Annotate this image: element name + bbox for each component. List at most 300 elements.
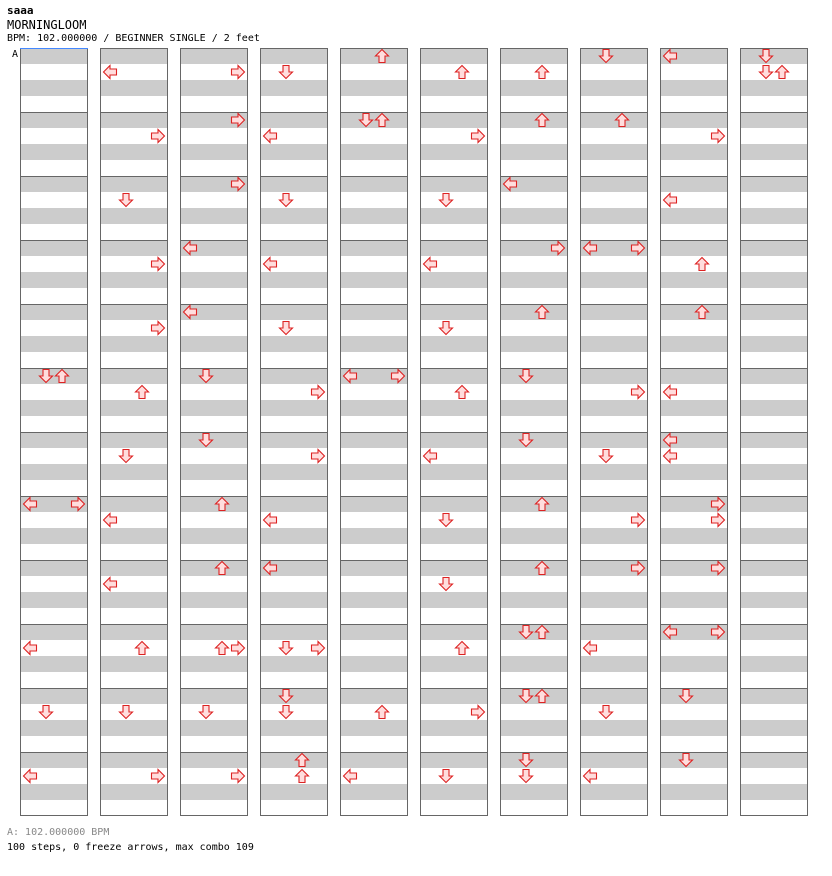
beat-stripe bbox=[100, 48, 168, 64]
left-arrow-icon bbox=[664, 194, 677, 207]
beat-stripe bbox=[100, 304, 168, 320]
beat-stripe bbox=[420, 144, 488, 160]
right-arrow-icon bbox=[152, 770, 165, 783]
beat-stripe bbox=[580, 80, 648, 96]
beat-stripe bbox=[420, 432, 488, 448]
left-arrow-icon bbox=[424, 450, 437, 463]
beat-stripe bbox=[20, 400, 88, 416]
beat-stripe bbox=[340, 112, 408, 128]
left-arrow-icon bbox=[424, 258, 437, 271]
beat-stripe bbox=[100, 656, 168, 672]
beat-stripe bbox=[580, 592, 648, 608]
beat-stripe bbox=[100, 176, 168, 192]
down-arrow-icon bbox=[760, 50, 773, 63]
column-border bbox=[741, 49, 808, 816]
beat-stripe bbox=[500, 400, 568, 416]
beat-stripe bbox=[100, 208, 168, 224]
column-border bbox=[181, 49, 248, 816]
beat-stripe bbox=[580, 688, 648, 704]
beat-stripe bbox=[100, 144, 168, 160]
beat-stripe bbox=[420, 496, 488, 512]
beat-stripe bbox=[660, 176, 728, 192]
column-border bbox=[261, 49, 328, 816]
beat-stripe bbox=[420, 688, 488, 704]
right-arrow-icon bbox=[232, 770, 245, 783]
beat-stripe bbox=[580, 464, 648, 480]
beat-stripe bbox=[260, 272, 328, 288]
beat-stripe bbox=[260, 336, 328, 352]
beat-stripe bbox=[20, 560, 88, 576]
column-background bbox=[180, 48, 248, 816]
beat-stripe bbox=[260, 656, 328, 672]
right-arrow-icon bbox=[232, 178, 245, 191]
beat-stripe bbox=[580, 176, 648, 192]
up-arrow-icon bbox=[696, 306, 709, 319]
beat-stripe bbox=[180, 624, 248, 640]
chart-column-8 bbox=[580, 48, 648, 816]
up-arrow-icon bbox=[536, 690, 549, 703]
down-arrow-icon bbox=[520, 626, 533, 639]
bpm-change-label: A bbox=[12, 49, 19, 60]
right-arrow-icon bbox=[712, 514, 725, 527]
beat-stripe bbox=[500, 688, 568, 704]
beat-stripe bbox=[580, 272, 648, 288]
beat-stripe bbox=[20, 368, 88, 384]
down-arrow-icon bbox=[280, 690, 293, 703]
step-stats: 100 steps, 0 freeze arrows, max combo 109 bbox=[7, 842, 254, 853]
beat-stripe bbox=[580, 240, 648, 256]
beat-stripe bbox=[580, 368, 648, 384]
beat-stripe bbox=[660, 368, 728, 384]
column-border bbox=[101, 49, 168, 816]
beat-stripe bbox=[420, 528, 488, 544]
beat-stripe bbox=[260, 592, 328, 608]
beat-stripe bbox=[20, 208, 88, 224]
beat-stripe bbox=[660, 560, 728, 576]
beat-stripe bbox=[420, 336, 488, 352]
left-arrow-icon bbox=[584, 242, 597, 255]
column-background bbox=[260, 48, 328, 816]
beat-stripe bbox=[260, 528, 328, 544]
right-arrow-icon bbox=[232, 114, 245, 127]
beat-stripe bbox=[740, 432, 808, 448]
beat-stripe bbox=[340, 400, 408, 416]
right-arrow-icon bbox=[152, 130, 165, 143]
song-id: saaa bbox=[7, 4, 34, 17]
beat-stripe bbox=[180, 304, 248, 320]
chart-column-6 bbox=[420, 48, 488, 816]
chart-header bbox=[7, 4, 260, 45]
beat-stripe bbox=[420, 400, 488, 416]
beat-stripe bbox=[740, 176, 808, 192]
beat-stripe bbox=[420, 48, 488, 64]
beat-stripe bbox=[500, 528, 568, 544]
beat-stripe bbox=[100, 336, 168, 352]
beat-stripe bbox=[500, 48, 568, 64]
beat-stripe bbox=[180, 48, 248, 64]
beat-stripe bbox=[180, 496, 248, 512]
up-arrow-icon bbox=[536, 306, 549, 319]
beat-stripe bbox=[420, 368, 488, 384]
beat-stripe bbox=[660, 592, 728, 608]
chart-column-7 bbox=[500, 48, 568, 816]
beat-stripe bbox=[20, 464, 88, 480]
down-arrow-icon bbox=[520, 690, 533, 703]
down-arrow-icon bbox=[200, 370, 213, 383]
up-arrow-icon bbox=[776, 66, 789, 79]
left-arrow-icon bbox=[664, 450, 677, 463]
beat-stripe bbox=[340, 752, 408, 768]
column-background bbox=[500, 48, 568, 816]
beat-stripe bbox=[500, 144, 568, 160]
beat-stripe bbox=[420, 112, 488, 128]
beat-stripe bbox=[660, 528, 728, 544]
beat-stripe bbox=[580, 208, 648, 224]
beat-stripe bbox=[660, 208, 728, 224]
column-background bbox=[420, 48, 488, 816]
column-background bbox=[20, 48, 88, 816]
beat-stripe bbox=[180, 432, 248, 448]
beat-stripe bbox=[340, 496, 408, 512]
beat-stripe bbox=[100, 720, 168, 736]
beat-stripe bbox=[20, 112, 88, 128]
beat-stripe bbox=[340, 592, 408, 608]
down-arrow-icon bbox=[200, 706, 213, 719]
beat-stripe bbox=[100, 496, 168, 512]
beat-stripe bbox=[180, 752, 248, 768]
down-arrow-icon bbox=[280, 642, 293, 655]
beat-stripe bbox=[340, 240, 408, 256]
beat-stripe bbox=[740, 624, 808, 640]
beat-stripe bbox=[500, 496, 568, 512]
beat-stripe bbox=[100, 784, 168, 800]
beat-stripe bbox=[20, 432, 88, 448]
down-arrow-icon bbox=[280, 66, 293, 79]
beat-stripe bbox=[20, 272, 88, 288]
beat-stripe bbox=[660, 720, 728, 736]
beat-stripe bbox=[740, 688, 808, 704]
up-arrow-icon bbox=[376, 706, 389, 719]
beat-stripe bbox=[740, 144, 808, 160]
beat-stripe bbox=[660, 496, 728, 512]
beat-stripe bbox=[660, 304, 728, 320]
beat-stripe bbox=[500, 656, 568, 672]
beat-stripe bbox=[20, 592, 88, 608]
beat-stripe bbox=[180, 80, 248, 96]
beat-stripe bbox=[580, 400, 648, 416]
beat-stripe bbox=[100, 432, 168, 448]
beat-stripe bbox=[260, 720, 328, 736]
left-arrow-icon bbox=[344, 770, 357, 783]
left-arrow-icon bbox=[664, 50, 677, 63]
beat-stripe bbox=[20, 624, 88, 640]
column-background bbox=[340, 48, 408, 816]
beat-stripe bbox=[100, 368, 168, 384]
beat-stripe bbox=[340, 208, 408, 224]
down-arrow-icon bbox=[40, 706, 53, 719]
down-arrow-icon bbox=[600, 706, 613, 719]
beat-stripe bbox=[20, 144, 88, 160]
right-arrow-icon bbox=[632, 562, 645, 575]
beat-stripe bbox=[660, 112, 728, 128]
left-arrow-icon bbox=[24, 498, 37, 511]
beat-stripe bbox=[100, 464, 168, 480]
beat-stripe bbox=[500, 784, 568, 800]
beat-stripe bbox=[580, 336, 648, 352]
beat-stripe bbox=[260, 464, 328, 480]
beat-stripe bbox=[500, 272, 568, 288]
up-arrow-icon bbox=[296, 754, 309, 767]
down-arrow-icon bbox=[520, 370, 533, 383]
down-arrow-icon bbox=[440, 514, 453, 527]
up-arrow-icon bbox=[536, 626, 549, 639]
right-arrow-icon bbox=[232, 642, 245, 655]
beat-stripe bbox=[260, 688, 328, 704]
beat-stripe bbox=[180, 656, 248, 672]
beat-stripe bbox=[260, 80, 328, 96]
up-arrow-icon bbox=[696, 258, 709, 271]
beat-stripe bbox=[660, 400, 728, 416]
beat-stripe bbox=[100, 528, 168, 544]
left-arrow-icon bbox=[264, 562, 277, 575]
beat-stripe bbox=[180, 528, 248, 544]
beat-stripe bbox=[500, 336, 568, 352]
column-border bbox=[341, 49, 408, 816]
beat-stripe bbox=[500, 464, 568, 480]
beat-stripe bbox=[500, 752, 568, 768]
beat-stripe bbox=[100, 80, 168, 96]
beat-stripe bbox=[20, 688, 88, 704]
left-arrow-icon bbox=[104, 578, 117, 591]
beat-stripe bbox=[180, 368, 248, 384]
beat-stripe bbox=[260, 400, 328, 416]
column-background bbox=[660, 48, 728, 816]
beat-stripe bbox=[340, 784, 408, 800]
beat-stripe bbox=[260, 240, 328, 256]
column-border bbox=[421, 49, 488, 816]
beat-stripe bbox=[260, 112, 328, 128]
beat-stripe bbox=[180, 112, 248, 128]
down-arrow-icon bbox=[600, 450, 613, 463]
beat-stripe bbox=[340, 432, 408, 448]
beat-stripe bbox=[500, 624, 568, 640]
left-arrow-icon bbox=[24, 770, 37, 783]
beat-stripe bbox=[20, 304, 88, 320]
beat-stripe bbox=[180, 208, 248, 224]
beat-stripe bbox=[500, 176, 568, 192]
chart-column-4 bbox=[260, 48, 328, 816]
down-arrow-icon bbox=[600, 50, 613, 63]
chart-column-1 bbox=[20, 48, 88, 816]
up-arrow-icon bbox=[136, 642, 149, 655]
beat-stripe bbox=[340, 656, 408, 672]
up-arrow-icon bbox=[456, 642, 469, 655]
right-arrow-icon bbox=[712, 562, 725, 575]
beat-stripe bbox=[260, 560, 328, 576]
left-arrow-icon bbox=[184, 306, 197, 319]
right-arrow-icon bbox=[312, 386, 325, 399]
beat-stripe bbox=[340, 368, 408, 384]
beat-stripe bbox=[100, 400, 168, 416]
left-arrow-icon bbox=[664, 386, 677, 399]
left-arrow-icon bbox=[104, 514, 117, 527]
beat-stripe bbox=[260, 144, 328, 160]
down-arrow-icon bbox=[360, 114, 373, 127]
chart-column-5 bbox=[340, 48, 408, 816]
beat-stripe bbox=[740, 592, 808, 608]
down-arrow-icon bbox=[520, 754, 533, 767]
beat-stripe bbox=[740, 240, 808, 256]
right-arrow-icon bbox=[472, 706, 485, 719]
up-arrow-icon bbox=[216, 642, 229, 655]
right-arrow-icon bbox=[632, 242, 645, 255]
down-arrow-icon bbox=[440, 578, 453, 591]
beat-stripe bbox=[260, 784, 328, 800]
beat-stripe bbox=[180, 688, 248, 704]
beat-stripe bbox=[260, 368, 328, 384]
beat-stripe bbox=[580, 496, 648, 512]
beat-stripe bbox=[260, 624, 328, 640]
left-arrow-icon bbox=[264, 130, 277, 143]
left-arrow-icon bbox=[584, 770, 597, 783]
beat-stripe bbox=[580, 624, 648, 640]
beat-stripe bbox=[500, 304, 568, 320]
right-arrow-icon bbox=[312, 450, 325, 463]
beat-stripe bbox=[340, 720, 408, 736]
beat-stripe bbox=[260, 208, 328, 224]
beat-stripe bbox=[340, 80, 408, 96]
right-arrow-icon bbox=[152, 258, 165, 271]
beat-stripe bbox=[260, 432, 328, 448]
beat-stripe bbox=[420, 304, 488, 320]
right-arrow-icon bbox=[232, 66, 245, 79]
right-arrow-icon bbox=[712, 498, 725, 511]
beat-stripe bbox=[340, 688, 408, 704]
beat-stripe bbox=[500, 208, 568, 224]
left-arrow-icon bbox=[664, 434, 677, 447]
beat-stripe bbox=[100, 272, 168, 288]
beat-stripe bbox=[740, 784, 808, 800]
chart-footer bbox=[7, 825, 254, 855]
left-arrow-icon bbox=[504, 178, 517, 191]
left-arrow-icon bbox=[104, 66, 117, 79]
right-arrow-icon bbox=[712, 626, 725, 639]
beat-stripe bbox=[340, 48, 408, 64]
beat-stripe bbox=[100, 240, 168, 256]
beat-stripe bbox=[660, 48, 728, 64]
up-arrow-icon bbox=[536, 498, 549, 511]
beat-stripe bbox=[660, 784, 728, 800]
beat-stripe bbox=[660, 144, 728, 160]
beat-stripe bbox=[100, 592, 168, 608]
beat-stripe bbox=[740, 528, 808, 544]
beat-stripe bbox=[20, 720, 88, 736]
beat-stripe bbox=[180, 592, 248, 608]
beat-stripe bbox=[180, 784, 248, 800]
beat-stripe bbox=[740, 400, 808, 416]
beat-stripe bbox=[660, 336, 728, 352]
right-arrow-icon bbox=[472, 130, 485, 143]
column-border bbox=[581, 49, 648, 816]
down-arrow-icon bbox=[440, 770, 453, 783]
beat-stripe bbox=[100, 624, 168, 640]
down-arrow-icon bbox=[280, 194, 293, 207]
column-border bbox=[501, 49, 568, 816]
beat-stripe bbox=[340, 464, 408, 480]
beat-stripe bbox=[260, 176, 328, 192]
beat-stripe bbox=[420, 272, 488, 288]
beat-stripe bbox=[180, 720, 248, 736]
beat-stripe bbox=[100, 112, 168, 128]
left-arrow-icon bbox=[184, 242, 197, 255]
beat-stripe bbox=[260, 48, 328, 64]
beat-stripe bbox=[580, 752, 648, 768]
beat-stripe bbox=[420, 464, 488, 480]
beat-stripe bbox=[420, 560, 488, 576]
beat-stripe bbox=[500, 560, 568, 576]
down-arrow-icon bbox=[760, 66, 773, 79]
beat-stripe bbox=[740, 464, 808, 480]
beat-stripe bbox=[500, 368, 568, 384]
column-border bbox=[21, 49, 88, 816]
beat-stripe bbox=[740, 208, 808, 224]
beat-stripe bbox=[180, 560, 248, 576]
up-arrow-icon bbox=[216, 562, 229, 575]
beat-stripe bbox=[180, 176, 248, 192]
beat-stripe bbox=[180, 240, 248, 256]
beat-stripe bbox=[660, 80, 728, 96]
song-title: MORNINGLOOM bbox=[7, 18, 87, 32]
up-arrow-icon bbox=[376, 50, 389, 63]
beat-stripe bbox=[20, 240, 88, 256]
beat-stripe bbox=[180, 336, 248, 352]
beat-stripe bbox=[660, 272, 728, 288]
beat-stripe bbox=[580, 784, 648, 800]
beat-stripe bbox=[420, 656, 488, 672]
left-arrow-icon bbox=[264, 514, 277, 527]
beat-stripe bbox=[660, 688, 728, 704]
up-arrow-icon bbox=[136, 386, 149, 399]
beat-stripe bbox=[340, 304, 408, 320]
beat-stripe bbox=[500, 240, 568, 256]
down-arrow-icon bbox=[120, 706, 133, 719]
beat-stripe bbox=[260, 304, 328, 320]
up-arrow-icon bbox=[456, 66, 469, 79]
beat-stripe bbox=[740, 496, 808, 512]
beat-stripe bbox=[740, 368, 808, 384]
chart-column-2 bbox=[100, 48, 168, 816]
beat-stripe bbox=[580, 560, 648, 576]
beat-stripe bbox=[340, 144, 408, 160]
beat-stripe bbox=[180, 144, 248, 160]
beat-stripe bbox=[260, 752, 328, 768]
beat-stripe bbox=[420, 80, 488, 96]
beat-stripe bbox=[420, 752, 488, 768]
column-background bbox=[100, 48, 168, 816]
up-arrow-icon bbox=[456, 386, 469, 399]
beat-stripe bbox=[20, 176, 88, 192]
beat-stripe bbox=[420, 240, 488, 256]
beat-stripe bbox=[20, 784, 88, 800]
right-arrow-icon bbox=[552, 242, 565, 255]
beat-stripe bbox=[20, 656, 88, 672]
down-arrow-icon bbox=[280, 322, 293, 335]
beat-stripe bbox=[420, 176, 488, 192]
column-background bbox=[740, 48, 808, 816]
beat-stripe bbox=[740, 272, 808, 288]
down-arrow-icon bbox=[120, 194, 133, 207]
beat-stripe bbox=[580, 304, 648, 320]
